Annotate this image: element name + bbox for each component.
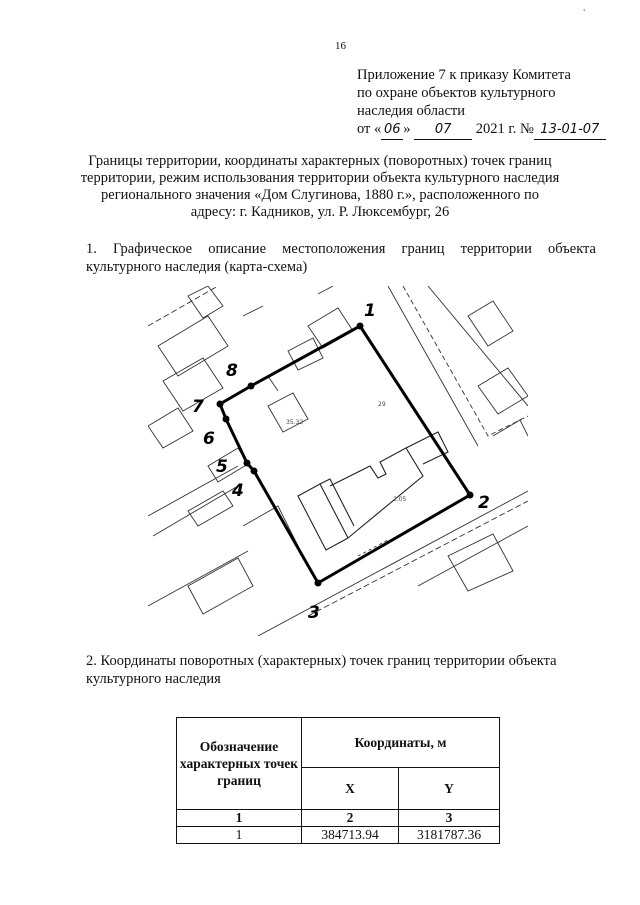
- point-label-7: 7: [192, 397, 204, 417]
- boundary-points: [217, 323, 474, 587]
- point-label-2: 2: [478, 493, 490, 513]
- point-label-8: 8: [226, 361, 238, 381]
- buildings: [298, 432, 448, 550]
- month-field: 07: [414, 121, 472, 140]
- appendix-line-2: по охране объектов культурного: [357, 85, 556, 101]
- index-row: [177, 810, 500, 827]
- page-number: 16: [335, 40, 346, 52]
- point-label-6: 6: [203, 429, 215, 449]
- point-7: [217, 401, 224, 408]
- appendix-line-1: Приложение 7 к приказу Комитета: [357, 67, 571, 83]
- coordinates-table: [176, 717, 500, 844]
- point-6: [223, 416, 230, 423]
- from-label: от «: [357, 121, 382, 137]
- section-1-heading: 1. Графическое описание местоположения границ территории объекта культурного наследия (карта-схема): [86, 241, 596, 275]
- header-point-designation: Обозначение характерных точек границ: [177, 718, 302, 810]
- year-label: 2021 г. №: [475, 121, 534, 137]
- point-5: [244, 460, 251, 467]
- appendix-header: [357, 66, 627, 140]
- y-cell: 3181787.36: [399, 827, 500, 844]
- header-y: Y: [399, 768, 500, 810]
- x-cell: 384713.94: [302, 827, 399, 844]
- point-4: [251, 468, 258, 475]
- point-3: [315, 580, 322, 587]
- day-field: 06: [381, 121, 403, 140]
- header-coordinates: Координаты, м: [302, 718, 500, 768]
- appendix-line-3: наследия области: [357, 103, 466, 119]
- order-number: 13-01-07: [534, 121, 606, 140]
- document-title: Границы территории, координаты характерных (поворотных) точек границ территории, режим использования территории объекта культурного наследия регионального значения «Дом Слугинова, 1880 г.», расположенного по адресу: г. Кадников, ул. Р. Люксембург, 26: [80, 153, 560, 220]
- point-8: [248, 383, 255, 390]
- point-label-5: 5: [216, 457, 228, 477]
- point-label-1: 1: [364, 301, 376, 321]
- point-2: [467, 492, 474, 499]
- appendix-date-line: [357, 120, 627, 140]
- point-label-3: 3: [308, 603, 320, 623]
- site-map: [148, 286, 528, 636]
- header-x: X: [302, 768, 399, 810]
- index-cell: 3: [399, 810, 500, 827]
- section-2-heading: 2. Координаты поворотных (характерных) точек границ территории объекта культурного наследия: [86, 653, 557, 687]
- map-text-1: 35.32: [286, 419, 304, 426]
- index-cell: 1: [177, 810, 302, 827]
- map-text-2: 2.05: [393, 496, 407, 503]
- map-text-3: 29: [378, 401, 386, 408]
- point-cell: 1: [177, 827, 302, 844]
- point-1: [357, 323, 364, 330]
- index-cell: 2: [302, 810, 399, 827]
- corner-mark: ': [583, 8, 585, 19]
- close-quote: »: [403, 121, 411, 137]
- point-label-4: 4: [232, 481, 244, 501]
- table-row: [177, 827, 500, 844]
